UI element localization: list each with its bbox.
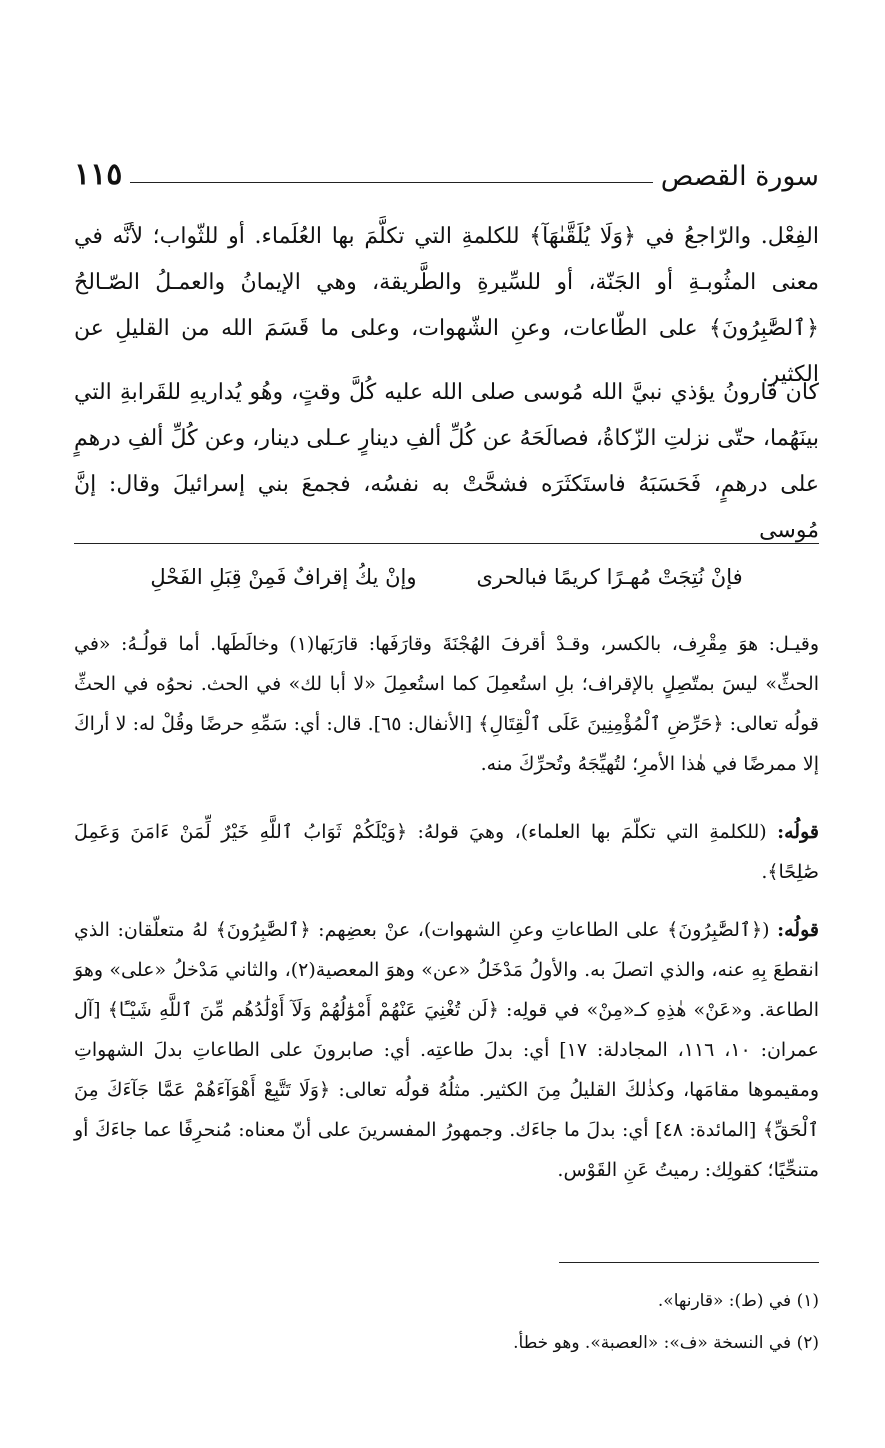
section-divider (74, 543, 819, 544)
commentary-label: قولُه: (777, 919, 819, 941)
page-number: ١١٥ (74, 157, 123, 192)
footnote-2: (٢) في النسخة «ف»: «العصبة». وهو خطأ. (513, 1333, 819, 1353)
commentary-label: قولُه: (777, 821, 819, 843)
commentary-paragraph-1: وقيـل: هوَ مِقْرِف، بالكسر، وقـدْ أقرفَ الهُجْنَةَ وقارَفَها: قارَبَها(١) وخالَطَها. أما قولُـهُ: «في الحثِّ» ليسَ بمتّصِلٍ بالإقراف؛ بلِ استُعمِلَ كما استُعمِلَ «لا أبا لك» في الحث. نحوُه في الحثِّ قولُه تعالى: ﴿حَرِّضِ ٱلْمُؤْمِنِينَ عَلَى ٱلْقِتَالِ﴾ [الأنفال: ٦٥]. قال: أي: سَمِّهِ حرضًا وقُلْ له: لا أراكَ إلا ممرضًا في هٰذا الأمرِ؛ لتُهيِّجَهُ وتُحرِّكَ منه. (74, 633, 819, 775)
surah-title: سورة القصص (660, 161, 819, 192)
poetry-verse (74, 565, 819, 589)
commentary-paragraph-2 (74, 812, 819, 892)
page-header (74, 152, 819, 192)
commentary-text: (﴿ٱلصَّٰبِرُونَ﴾ على الطاعاتِ وعنِ الشهوات)، عنْ بعضِهم: ﴿ٱلصَّٰبِرُونَ﴾ لهُ متعلّقان: الذي انقطعَ بِهِ عنه، والذي اتصلَ به. والأولُ مَدْخَلُ «عن» وهوَ المعصية(٢)، والثاني مَدْخلُ «على» وهوَ الطاعة. و«عَنْ» هٰذِهِ كـ«مِنْ» في قولِه: ﴿لَن تُغْنِيَ عَنْهُمْ أَمْوَٰلُهُمْ وَلَآ أَوْلَٰدُهُم مِّنَ ٱللَّهِ شَيْـًٔا﴾ [آل عمران: ١٠، ١١٦، المجادلة: ١٧] أي: بدلَ طاعتِه. أي: صابرونَ على الطاعاتِ بدلَ الشهواتِ ومقيموها مقامَها، وكذٰلكَ القليلُ مِنَ الكثير. مثلُهُ قولُه تعالى: ﴿وَلَا تَتَّبِعْ أَهْوَآءَهُمْ عَمَّا جَآءَكَ مِنَ ٱلْحَقِّ﴾ [المائدة: ٤٨] أي: بدلَ ما جاءَك. وجمهورُ المفسرينَ على أنّ معناه: مُنحرِفًا عما جاءَكَ أو متنحِّيًا؛ كقولِك: رميتُ عَنِ القَوْس. (74, 919, 820, 1181)
commentary-text: (للكلمةِ التي تكلّمَ بها العلماء)، وهيَ قولهُ: ﴿وَيْلَكُمْ ثَوَابُ ٱللَّهِ خَيْرٌ لِّمَنْ ءَامَنَ وَعَمِلَ صَٰلِحًا﴾. (74, 821, 819, 883)
footnote-divider (559, 1262, 819, 1263)
verse-first-hemistich: فإنْ نُتِجَتْ مُهـرًا كريمًا فبالحرى (476, 565, 743, 589)
footnote-1: (١) في (ط): «قارنها». (657, 1291, 819, 1311)
main-paragraph-1: الفِعْل. والرّاجعُ في ﴿وَلَا يُلَقَّىٰهَآ﴾ للكلمةِ التي تكلَّمَ بها العُلَماء. أو للثّواب؛ لأنَّه في معنى المثُوبـةِ أو الجَنّة، أو للسِّيرةِ والطَّريقة، وهي الإيمانُ والعمـلُ الصّـالحُ ﴿ٱلصَّٰبِرُونَ﴾ على الطّاعات، وعنِ الشّهوات، وعلى ما قَسَمَ الله من القليلِ عن الكثير. (74, 224, 819, 387)
header-rule (130, 182, 652, 183)
main-paragraph-2: كان قارونُ يؤذي نبيَّ الله مُوسى صلى الله عليه كُلَّ وقتٍ، وهُو يُداريهِ للقَرابةِ التي بينَهُما، حتّى نزلتِ الزّكاةُ، فصالَحَهُ عن كُلِّ ألفِ دينارٍ عـلى دينار، وعن كُلِّ ألفِ درهمٍ على درهمٍ، فَحَسَبَهُ فاستَكثَرَه فشحَّتْ به نفسُه، فجمعَ بني إسرائيلَ وقال: إنَّ مُوسى (74, 380, 819, 543)
commentary-paragraph-3 (74, 910, 819, 1190)
verse-second-hemistich: وإنْ يكُ إقرافٌ فَمِنْ قِبَلِ الفَحْلِ (150, 565, 417, 589)
footnotes (74, 1280, 819, 1364)
